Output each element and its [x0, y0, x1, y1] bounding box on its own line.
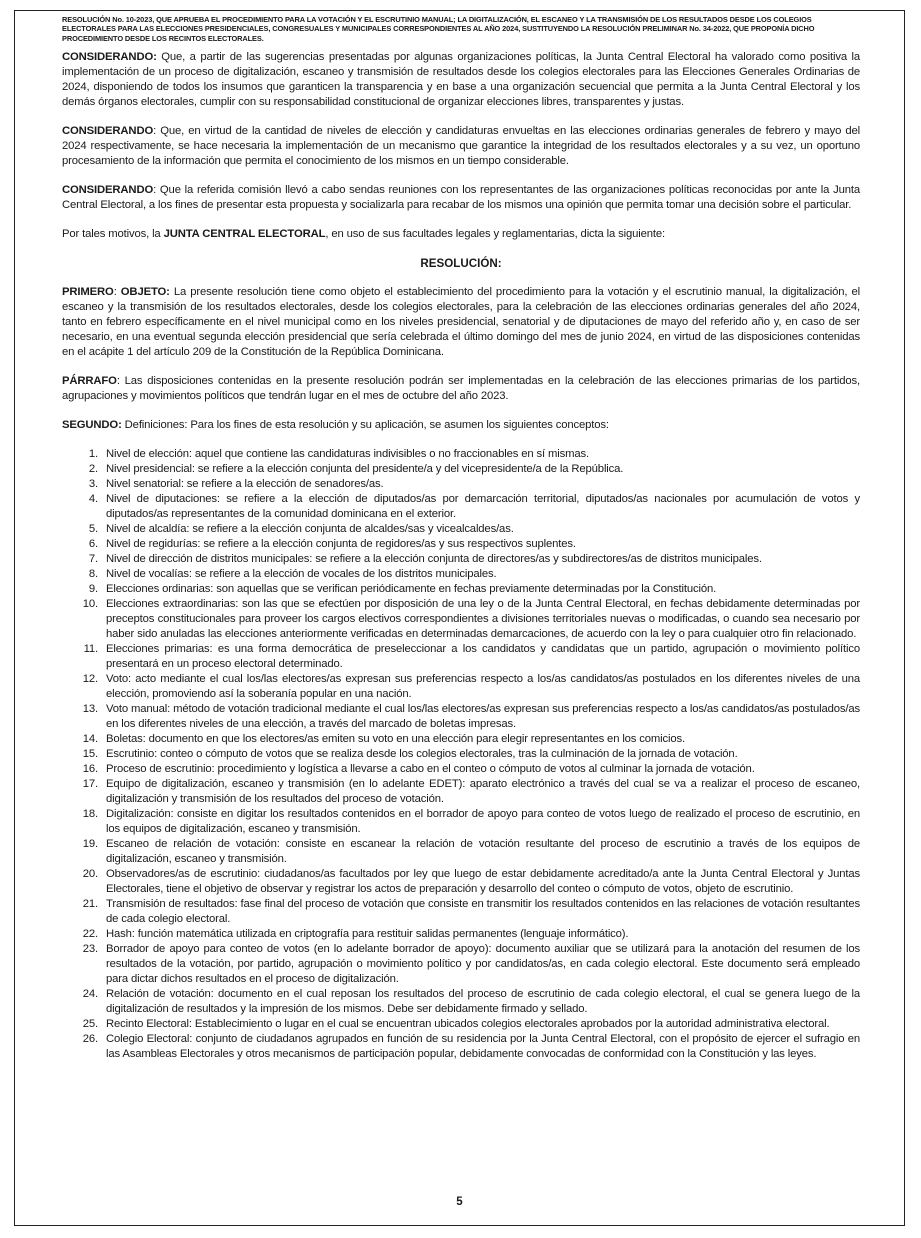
definition-item: [62, 867, 860, 897]
definition-number: 8.: [88, 567, 98, 580]
definition-number: 16.: [82, 762, 98, 775]
segundo-label: SEGUNDO:: [62, 418, 122, 431]
definition-text: Nivel de regidurías: se refiere a la elección conjunta de regidores/as y sus respectivos suplentes.: [106, 537, 576, 550]
definition-number: 25.: [82, 1017, 98, 1030]
definition-item: [62, 762, 860, 777]
definition-item: [62, 777, 860, 807]
primero-separator: :: [113, 285, 121, 298]
definition-text: Digitalización: consiste en digitar los resultados contenidos en el borrador de apoyo para conteo de votos luego de realizado el proceso de escrutinio, en los equipos de digitalización, escaneo y transmisión.: [106, 807, 860, 835]
definition-item: [62, 537, 860, 552]
definition-text: Nivel de elección: aquel que contiene las candidaturas indivisibles o no fraccionables en sí mismas.: [106, 447, 589, 460]
definition-text: Relación de votación: documento en el cual reposan los resultados del proceso de escrutinio de cada colegio electoral, el cual se genera luego de la digitalización de resultados y la impresión de los mismos. Debe ser debidamente firmado y sellado.: [106, 987, 860, 1015]
definitions-list: [62, 447, 860, 1062]
definition-text: Escrutinio: conteo o cómputo de votos que se realiza desde los colegios electorales, tras la culminación de la jornada de votación.: [106, 747, 738, 760]
definition-number: 4.: [88, 492, 98, 505]
considerando-label: CONSIDERANDO:: [62, 50, 157, 63]
definition-number: 7.: [88, 552, 98, 565]
definition-text: Nivel senatorial: se refiere a la elección de senadores/as.: [106, 477, 384, 490]
primero-label: PRIMERO: [62, 285, 114, 298]
definition-text: Escaneo de relación de votación: consiste en escanear la relación de votación resultante del proceso de escrutinio a través de los equipos de digitalización, escaneo y transmisión.: [106, 837, 860, 865]
definition-text: Nivel de dirección de distritos municipales: se refiere a la elección conjunta de directores/as y subdirectores/as de distritos municipales.: [106, 552, 762, 565]
definition-number: 2.: [88, 462, 98, 475]
primero-paragraph: [62, 285, 860, 360]
definition-number: 12.: [82, 672, 98, 685]
considerando-label: CONSIDERANDO: [62, 183, 154, 196]
definition-text: Observadores/as de escrutinio: ciudadanos/as facultados por ley que luego de estar debidamente acreditado/a ante la Junta Central Electoral y Juntas Electorales, tiene el objetivo de observar y registrar los actos de preparación y desarrollo del conteo o cómputo de votos, objeto de escrutinio.: [106, 867, 860, 895]
considerando-paragraph-1: [62, 50, 860, 110]
definition-number: 3.: [88, 477, 98, 490]
definition-text: Transmisión de resultados: fase final del proceso de votación que consiste en transmitir los resultados contenidos en las relaciones de votación resultantes de cada colegio electoral.: [106, 897, 860, 925]
definition-item: [62, 1032, 860, 1062]
definition-number: 21.: [82, 897, 98, 910]
definition-item: [62, 927, 860, 942]
definition-item: [62, 447, 860, 462]
segundo-paragraph: [62, 418, 860, 433]
definition-item: [62, 747, 860, 762]
definition-item: [62, 567, 860, 582]
definition-text: Hash: función matemática utilizada en criptografía para restituir salidas permanentes (lenguaje informático).: [106, 927, 629, 940]
definition-item: [62, 552, 860, 567]
definition-number: 15.: [82, 747, 98, 760]
parrafo-paragraph: [62, 374, 860, 404]
definition-item: [62, 897, 860, 927]
definition-item: [62, 942, 860, 987]
definition-number: 14.: [82, 732, 98, 745]
definition-text: Colegio Electoral: conjunto de ciudadanos agrupados en función de su residencia por la Junta Central Electoral, con el propósito de ejercer el sufragio en las Asambleas Electorales y otros mecanismos de participación popular, debidamente convocadas de conformidad con la Constitución y las leyes.: [106, 1032, 860, 1060]
definition-text: Boletas: documento en que los electores/as emiten su voto en una elección para elegir representantes en los comicios.: [106, 732, 686, 745]
definition-text: Equipo de digitalización, escaneo y transmisión (en lo adelante EDET): aparato electrónico a través del cual se va a realizar el proceso de escaneo, digitalización y transmisión de los resultados del proceso de votación.: [106, 777, 860, 805]
considerando-text: Que, a partir de las sugerencias presentadas por algunas organizaciones políticas, la Junta Central Electoral ha valorado como positiva la implementación de un proceso de digitalización, escaneo y transmisión de resultados desde los colegios electorales para las Elecciones Generales Ordinarias de 2024, disponiendo de todos los insumos que garanticen la transparencia y en base a una organización secuencial que permita a la Junta Central Electoral y los demás órganos electorales, cumplir con su responsabilidad constitucional de organizar elecciones libres, transparentes y justas.: [62, 50, 860, 108]
definition-text: Nivel de alcaldía: se refiere a la elección conjunta de alcaldes/sas y vicealcaldes/as.: [106, 522, 514, 535]
definition-item: [62, 597, 860, 642]
resolucion-title: RESOLUCIÓN:: [420, 256, 502, 270]
definition-item: [62, 582, 860, 597]
considerando-label: CONSIDERANDO: [62, 124, 154, 137]
definition-item: [62, 492, 860, 522]
definition-text: Proceso de escrutinio: procedimiento y logística a llevarse a cabo en el conteo o cómputo de votos al culminar la jornada de votación.: [106, 762, 755, 775]
definition-number: 10.: [82, 597, 98, 610]
definition-number: 1.: [88, 447, 98, 460]
definition-text: Elecciones ordinarias: son aquellas que se verifican periódicamente en fechas previamente determinadas por la Constitución.: [106, 582, 717, 595]
parrafo-text: : Las disposiciones contenidas en la presente resolución podrán ser implementadas en la celebración de las elecciones primarias de los partidos, agrupaciones y movimientos políticos que tendrán lugar en el mes de octubre del año 2023.: [62, 374, 860, 402]
considerando-text: : Que, en virtud de la cantidad de niveles de elección y candidaturas envueltas en las elecciones ordinarias generales de febrero y mayo del 2024 respectivamente, se hace necesaria la implementación de un mecanismo que garantice la integridad de los resultados electorales y a su vez, un oportuno procesamiento de la información que permita el conocimiento de los mismos en un tiempo considerable.: [62, 124, 860, 167]
definition-text: Nivel de vocalías: se refiere a la elección de vocales de los distritos municipales.: [106, 567, 497, 580]
por-tales-paragraph: [62, 227, 860, 242]
considerando-paragraph-3: [62, 183, 860, 213]
definition-item: [62, 462, 860, 477]
page-content: [62, 15, 860, 1062]
definition-number: 9.: [88, 582, 98, 595]
considerando-text: : Que la referida comisión llevó a cabo sendas reuniones con los representantes de las organizaciones políticas reconocidas por ante la Junta Central Electoral, a los fines de presentar esta propuesta y socializarla para recabar de los mismos una opinión que permita tomar una decisión sobre el particular.: [62, 183, 860, 211]
definition-number: 13.: [82, 702, 98, 715]
por-tales-after: , en uso de sus facultades legales y reglamentarias, dicta la siguiente:: [325, 227, 665, 240]
definition-item: [62, 1017, 860, 1032]
definition-text: Elecciones primarias: es una forma democrática de preseleccionar a los candidatos y candidatas que un partido, agrupación o movimiento político presentará en un proceso electoral determinado.: [106, 642, 860, 670]
definition-item: [62, 837, 860, 867]
page-number: 5: [456, 1196, 463, 1208]
definition-text: Borrador de apoyo para conteo de votos (en lo adelante borrador de apoyo): documento auxiliar que se utilizará para la anotación del resumen de los resultados de la votación, por partido, agrupación o movimiento político y por candidatos/as, en cada colegio electoral. Este documento será empleado para dictar dichos resultados en el proceso de digitalización.: [106, 942, 860, 985]
definition-number: 11.: [83, 642, 98, 655]
definition-text: Voto manual: método de votación tradicional mediante el cual los/las electores/as expresan sus preferencias respecto a los/as candidatos/as postulados/as en los diferentes niveles de una elección, a través del marcado de boletas impresas.: [106, 702, 860, 730]
definition-text: Elecciones extraordinarias: son las que se efectúen por disposición de una ley o de la Junta Central Electoral, en fechas debidamente determinadas por preceptos constitucionales para proveer los cargos electivos correspondientes a divisiones territoriales nuevas o modificadas, o cuando sea necesario por haber sido anuladas las elecciones anteriormente verificadas en determinadas demarcaciones, de acuerdo con la ley o para cualquier otro fin relacionado.: [106, 597, 860, 640]
parrafo-label: PÁRRAFO: [62, 374, 117, 387]
definition-number: 6.: [88, 537, 98, 550]
definition-text: Nivel presidencial: se refiere a la elección conjunta del presidente/a y del vicepresidente/a de la República.: [106, 462, 624, 475]
definition-number: 23.: [82, 942, 98, 955]
definition-number: 24.: [82, 987, 98, 1000]
definition-item: [62, 702, 860, 732]
objeto-label: OBJETO:: [120, 285, 170, 298]
definition-text: Voto: acto mediante el cual los/las electores/as expresan sus preferencias respecto a los/as candidatos/as postulados en los diferentes niveles de una elección, promoviendo así la soberanía popular en una nación.: [106, 672, 860, 700]
segundo-text: Definiciones: Para los fines de esta resolución y su aplicación, se asumen los siguientes conceptos:: [121, 418, 609, 431]
definition-number: 20.: [82, 867, 98, 880]
definition-number: 17.: [82, 777, 98, 790]
definition-number: 5.: [88, 522, 98, 535]
definition-item: [62, 522, 860, 537]
definition-item: [62, 807, 860, 837]
definition-item: [62, 732, 860, 747]
definition-number: 22.: [82, 927, 98, 940]
definition-text: Nivel de diputaciones: se refiere a la elección de diputados/as por demarcación territorial, diputados/as nacionales por acumulación de votos y diputados/as representantes de la comunidad dominicana en el exterior.: [106, 492, 860, 520]
resolution-header: RESOLUCIÓN No. 10-2023, QUE APRUEBA EL PROCEDIMIENTO PARA LA VOTACIÓN Y EL ESCRUTINIO MANUAL; LA DIGITALIZACIÓN, EL ESCANEO Y LA TRANSMISIÓN DE LOS RESULTADOS DESDE LOS COLEGIOS ELECTORALES PARA LAS ELECCIONES PRESIDENCIALES, CONGRESUALES Y MUNICIPALES CORRESPONDIENTES AL AÑO 2024, SUSTITUYENDO LA RESOLUCIÓN PRELIMINAR No. 34-2022, QUE PROPONÍA DICHO PROCEDIMIENTO DESDE LOS RECINTOS ELECTORALES.: [62, 15, 815, 43]
document-page: [14, 10, 905, 1226]
definition-item: [62, 477, 860, 492]
definition-item: [62, 672, 860, 702]
definition-text: Recinto Electoral: Establecimiento o lugar en el cual se encuentran ubicados colegios electorales aprobados por la autoridad administrativa electoral.: [106, 1017, 830, 1030]
definition-number: 19.: [82, 837, 98, 850]
definition-item: [62, 987, 860, 1017]
jce-name: JUNTA CENTRAL ELECTORAL: [163, 227, 326, 240]
definition-number: 18.: [82, 807, 98, 820]
definition-item: [62, 642, 860, 672]
considerando-paragraph-2: [62, 124, 860, 169]
por-tales-before: Por tales motivos, la: [62, 227, 164, 240]
primero-text: La presente resolución tiene como objeto el establecimiento del procedimiento para la votación y el escrutinio manual, la digitalización, el escaneo y la transmisión de los resultados electorales, desde los colegios electorales, para la celebración de las elecciones ordinarias generales del año 2024, tanto en febrero específicamente en el nivel municipal como en los niveles presidencial, senatorial y de diputaciones de mayo del referido año y, en caso de ser necesario, en una eventual segunda elección presidencial que sería celebrada el último domingo del mes de junio 2024, en virtud de las disposiciones contenidas en el acápite 1 del artículo 209 de la Constitución de la República Dominicana.: [62, 285, 860, 358]
definition-number: 26.: [82, 1032, 98, 1045]
